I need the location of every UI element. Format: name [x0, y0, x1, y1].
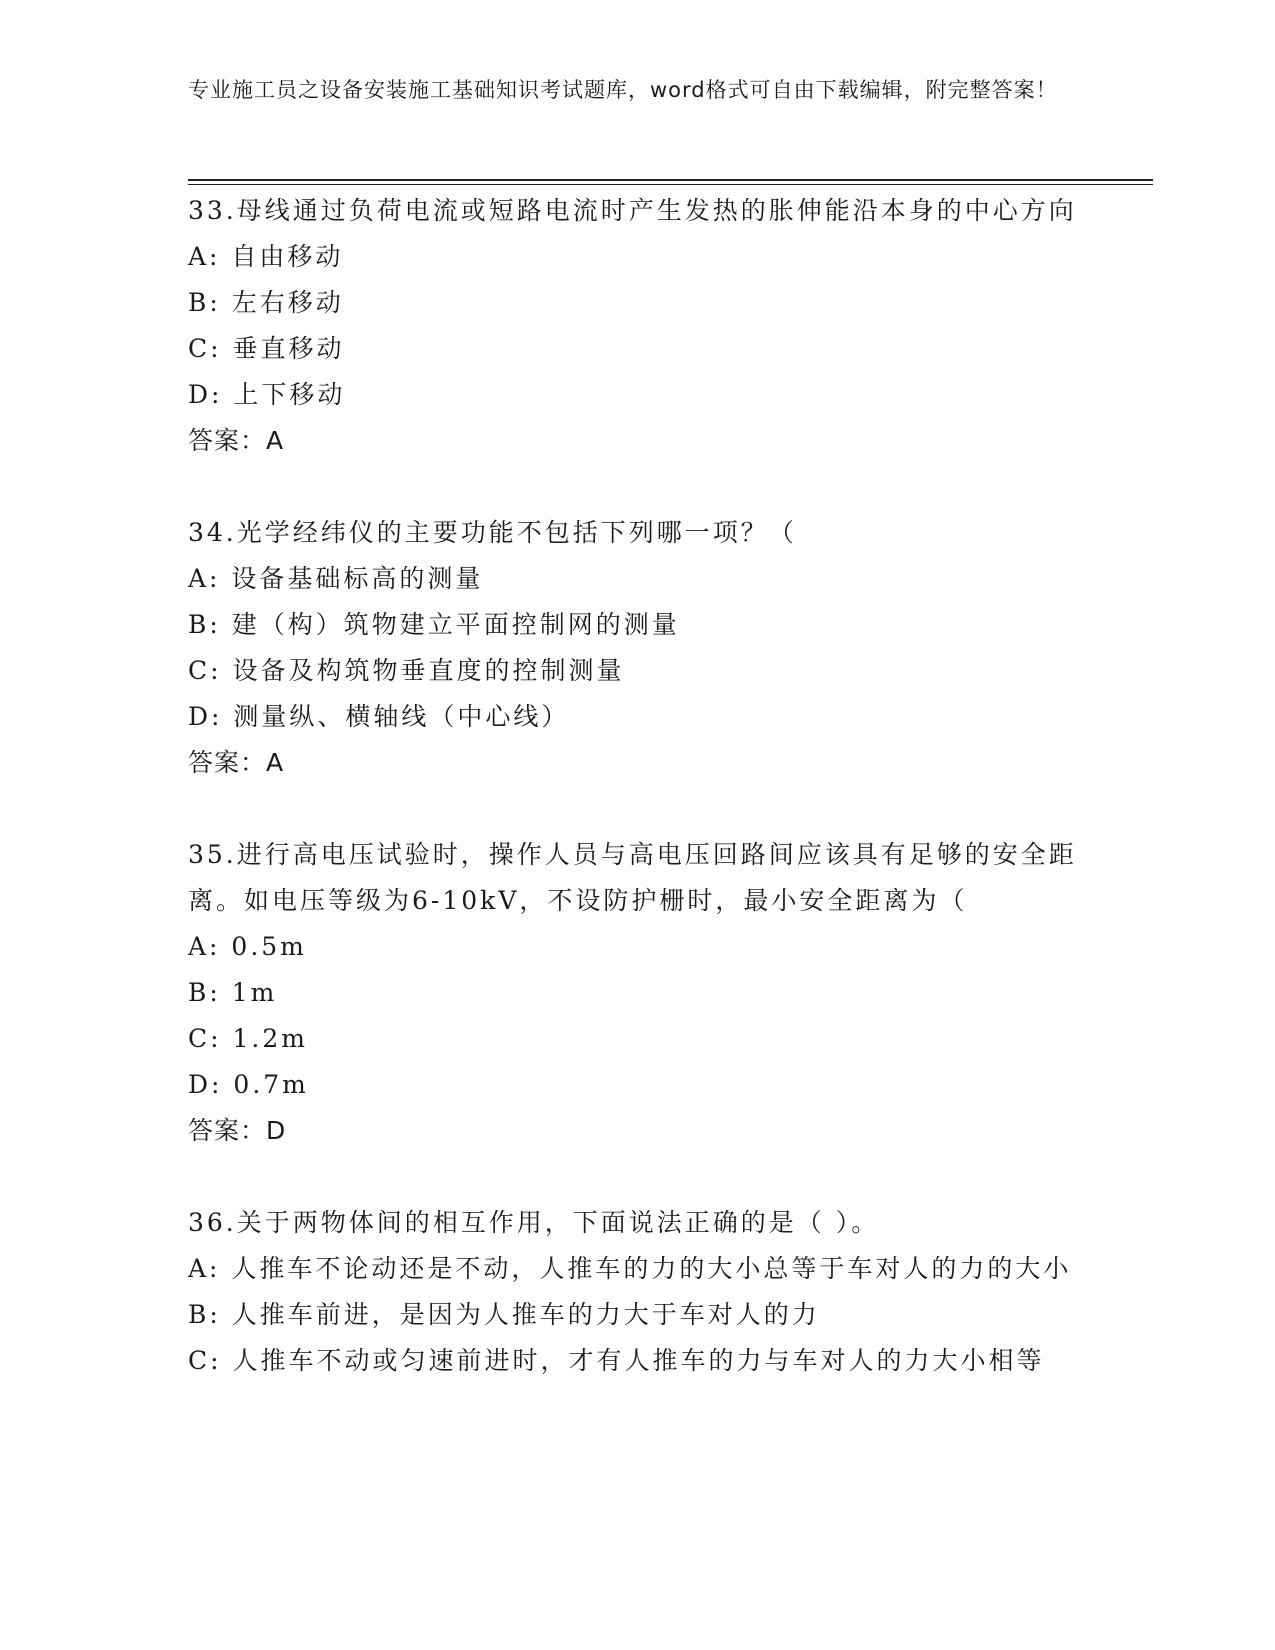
option-c: C: 1.2m [188, 1024, 308, 1053]
option-b: B: 人推车前进，是因为人推车的力大于车对人的力 [188, 1300, 820, 1329]
question-35 [188, 832, 1088, 1154]
option-a: A: 设备基础标高的测量 [188, 564, 484, 593]
option-c: C: 垂直移动 [188, 334, 345, 363]
question-text: 35.进行高电压试验时，操作人员与高电压回路间应该具有足够的安全距离。如电压等级为6-10kV，不设防护栅时，最小安全距离为（ [188, 840, 1077, 915]
question-33 [188, 188, 1088, 464]
question-34 [188, 510, 1088, 786]
option-c: C: 人推车不动或匀速前进时，才有人推车的力与车对人的力大小相等 [188, 1346, 1045, 1375]
header-title: 专业施工员之设备安装施工基础知识考试题库，word格式可自由下载编辑，附完整答案！ [188, 78, 1058, 102]
question-gap [188, 464, 1088, 510]
answer-label: 答案：D [188, 1116, 287, 1145]
answer-label: 答案：A [188, 426, 285, 455]
option-d: D: 0.7m [188, 1070, 309, 1099]
document-header [188, 74, 1068, 106]
answer-label: 答案：A [188, 748, 285, 777]
question-text: 36.关于两物体间的相互作用，下面说法正确的是（ ）。 [188, 1208, 880, 1237]
option-b: B: 建（构）筑物建立平面控制网的测量 [188, 610, 680, 639]
question-36 [188, 1200, 1088, 1384]
question-list [188, 188, 1088, 1384]
option-b: B: 左右移动 [188, 288, 344, 317]
question-gap [188, 786, 1088, 832]
question-text: 34.光学经纬仪的主要功能不包括下列哪一项？（ [188, 518, 797, 547]
question-text: 33.母线通过负荷电流或短路电流时产生发热的胀伸能沿本身的中心方向 [188, 196, 1077, 225]
option-a: A: 人推车不论动还是不动，人推车的力的大小总等于车对人的力的大小 [188, 1254, 1072, 1283]
option-b: B: 1m [188, 978, 278, 1007]
option-a: A: 自由移动 [188, 242, 344, 271]
option-c: C: 设备及构筑物垂直度的控制测量 [188, 656, 625, 685]
question-gap [188, 1154, 1088, 1200]
option-d: D: 上下移动 [188, 380, 346, 409]
header-rule-thick [188, 179, 1153, 181]
option-d: D: 测量纵、横轴线（中心线） [188, 702, 570, 731]
header-rule-thin [188, 184, 1153, 185]
option-a: A: 0.5m [188, 932, 307, 961]
